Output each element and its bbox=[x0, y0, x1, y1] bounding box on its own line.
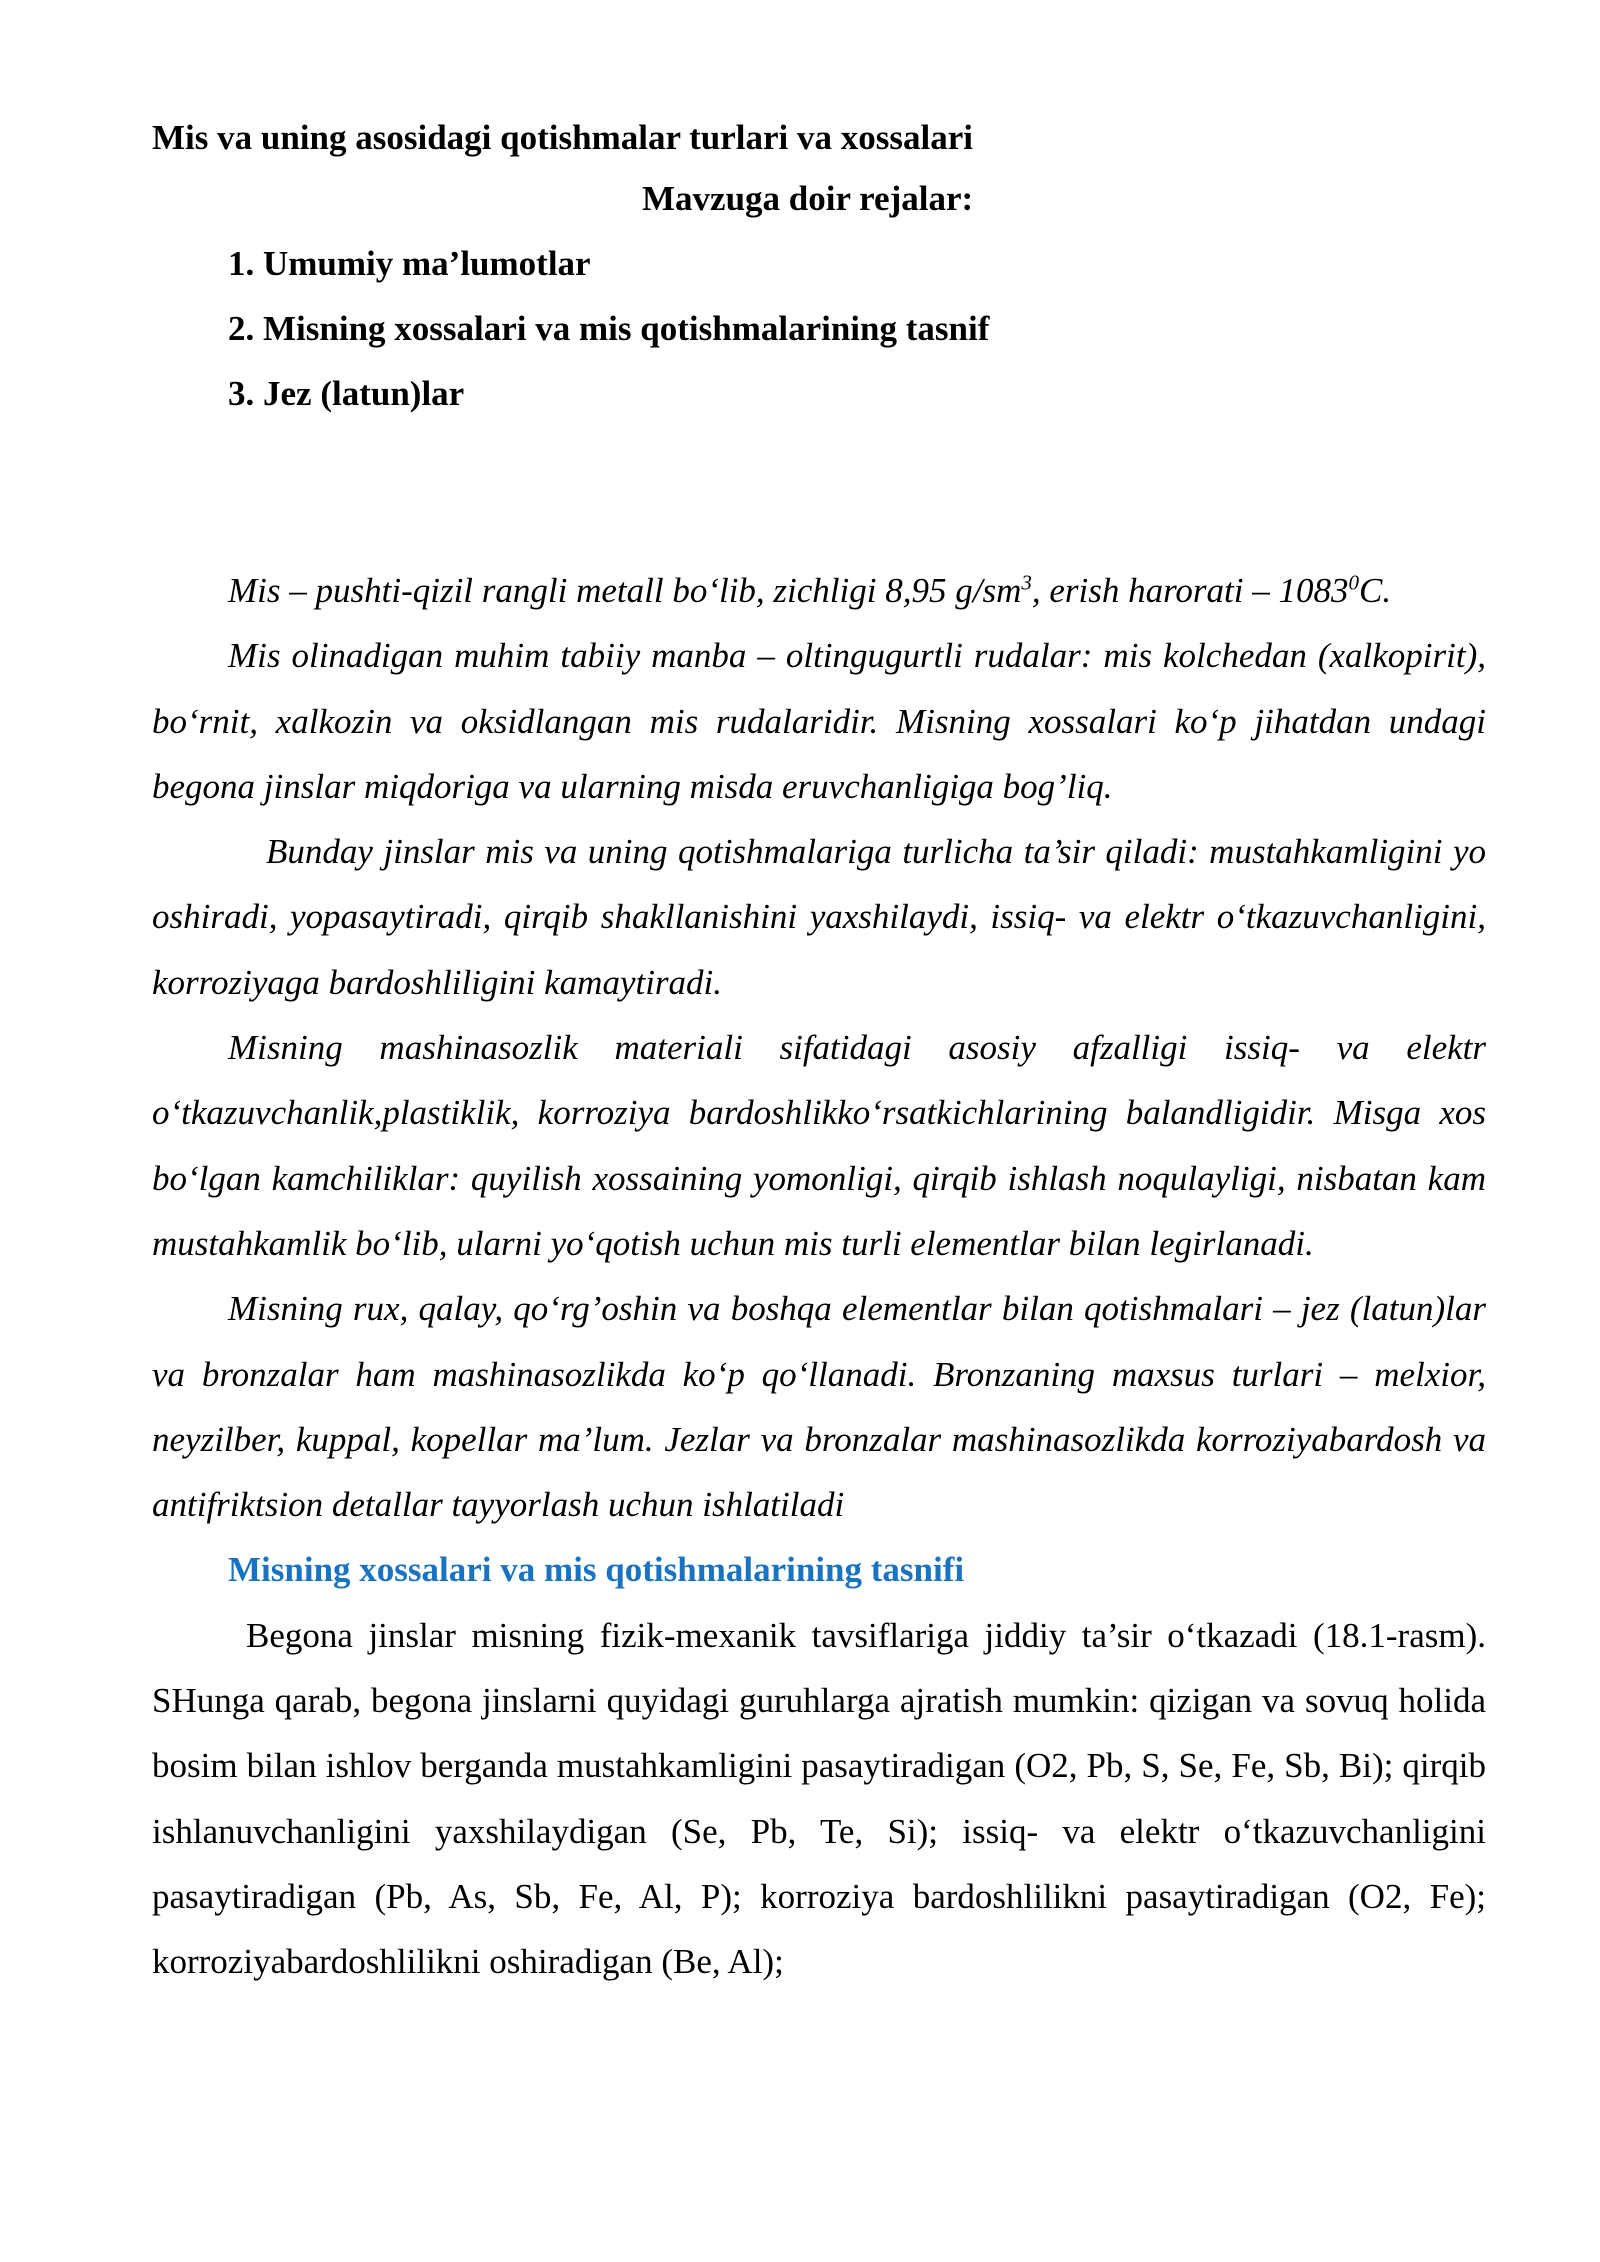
plan-item-1: 1. Umumiy ma’lumotlar bbox=[228, 244, 591, 283]
paragraph-impurities-effect: Bunday jinslar mis va uning qotishmalariga turlicha ta’sir qiladi: mustahkamligini yo oshiradi, yopasaytiradi, qirqib shakllanishini yaxshilaydi, issiq- va elektr o‘tkazuvchanligini, korroziyaga bardoshliligini kamaytiradi. bbox=[152, 832, 1486, 1002]
paragraph-advantages: Misning mashinasozlik materiali sifatidagi asosiy afzalligi issiq- va elektr o‘tkazuvchanlik,plastiklik, korroziya bardoshlikko‘rsatkichlarining balandligidir. Misga xos bo‘lgan kamchiliklar: quyilish xossaining yomonligi, qirqib ishlash noqulayligi, nisbatan kam mustahkamlik bo‘lib, ularni yo‘qotish uchun mis turli elementlar bilan legirlanadi. bbox=[152, 1028, 1486, 1263]
intro-paragraph bbox=[152, 558, 1486, 623]
paragraph-alloys: Misning rux, qalay, qo‘rg’oshin va boshqa elementlar bilan qotishmalari – jez (latun)lar va bronzalar ham mashinasozlikda ko‘p qo‘llanadi. Bronzaning maxsus turlari – melxior, neyzilber, kuppal, kopellar ma’lum. Jezlar va bronzalar mashinasozlikda korroziyabardosh va antifriktsion detallar tayyorlash uchun ishlatiladi bbox=[152, 1289, 1486, 1525]
intro-text-2: , erish harorati – 1083 bbox=[1031, 571, 1349, 610]
density-exponent: 3 bbox=[1021, 570, 1032, 595]
intro-text-1: Mis – pushti-qizil rangli metall bo‘lib, zichligi 8,95 g/sm bbox=[228, 571, 1022, 610]
section-paragraph: Begona jinslar misning fizik-mexanik tavsiflariga jiddiy ta’sir o‘tkazadi (18.1-rasm). SHunga qarab, begona jinslarni quyidagi guruhlarga ajratish mumkin: qizigan va sovuq holida bosim bilan ishlov berganda mustahkamligini pasaytiradigan (O2, Pb, S, Se, Fe, Sb, Bi); qirqib ishlanuvchanligini yaxshilaydigan (Se, Pb, Te, Si); issiq- va elektr o‘tkazuvchanligini pasaytiradigan (Pb, As, Sb, Fe, Al, P); korroziya bardoshlilikni pasaytiradigan (O2, Fe); korroziyabardoshlilikni oshiradigan (Be, Al); bbox=[152, 1615, 1486, 1982]
degree-superscript: 0 bbox=[1348, 570, 1359, 595]
intro-text-3: C. bbox=[1359, 571, 1392, 610]
document-page bbox=[152, 110, 1486, 1995]
document-title: Mis va uning asosidagi qotishmalar turlari va xossalari bbox=[152, 118, 973, 157]
plan-heading: Mavzuga doir rejalar: bbox=[642, 179, 974, 218]
plan-item-2: 2. Misning xossalari va mis qotishmalarining tasnif bbox=[228, 309, 990, 348]
plan-item-3: 3. Jez (latun)lar bbox=[228, 374, 465, 413]
section-heading: Misning xossalari va mis qotishmalarining tasnifi bbox=[228, 1550, 965, 1590]
paragraph-sources: Mis olinadigan muhim tabiiy manba – oltingugurtli rudalar: mis kolchedan (xalkopirit), bo‘rnit, xalkozin va oksidlangan mis rudalaridir. Misning xossalari ko‘p jihatdan undagi begona jinslar miqdoriga va ularning misda eruvchanligiga bog’liq. bbox=[152, 636, 1486, 806]
blank-space bbox=[152, 426, 1486, 558]
